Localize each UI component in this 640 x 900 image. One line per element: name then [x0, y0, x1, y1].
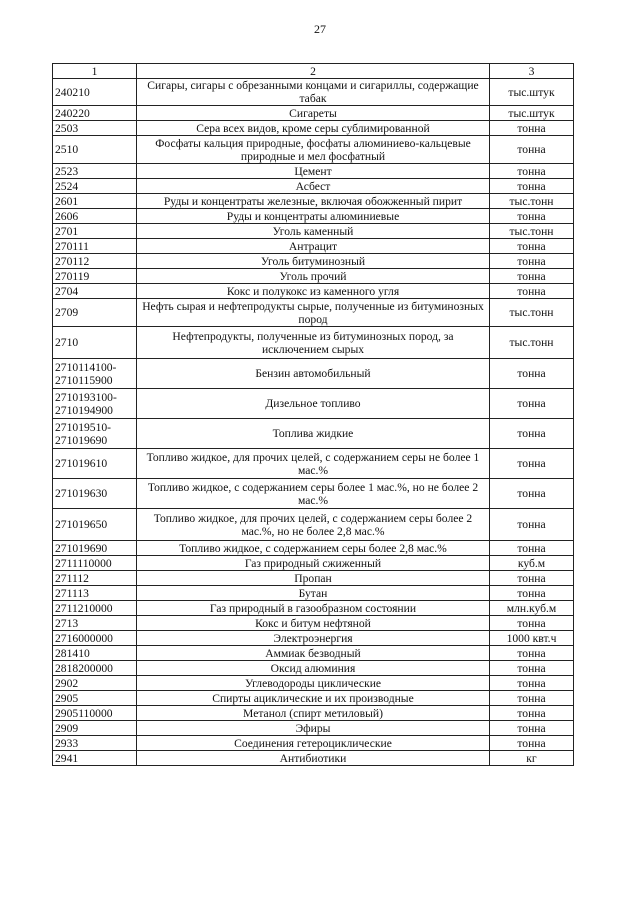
- row-name: Пропан: [137, 571, 490, 586]
- table-row: [53, 194, 574, 209]
- row-code: 271113: [53, 586, 137, 601]
- row-code: 2902: [53, 676, 137, 691]
- row-name: Цемент: [137, 164, 490, 179]
- row-unit: тонна: [490, 571, 574, 586]
- row-code: 271019630: [53, 479, 137, 509]
- page-number: 27: [314, 22, 326, 36]
- table-row: [53, 121, 574, 136]
- row-unit: тонна: [490, 359, 574, 389]
- row-unit: кг: [490, 751, 574, 766]
- row-code: 2711210000: [53, 601, 137, 616]
- table-row: [53, 706, 574, 721]
- table-row: [53, 556, 574, 571]
- row-code: 2713: [53, 616, 137, 631]
- table-row: [53, 449, 574, 479]
- table-header-row: [53, 64, 574, 79]
- row-name: Уголь прочий: [137, 269, 490, 284]
- row-name: Руды и концентраты железные, включая обожженный пирит: [137, 194, 490, 209]
- table-row: [53, 631, 574, 646]
- table-row: [53, 209, 574, 224]
- row-name: Топливо жидкое, с содержанием серы более 2,8 мас.%: [137, 541, 490, 556]
- column-header-unit: 3: [490, 64, 574, 79]
- row-name: Сигареты: [137, 106, 490, 121]
- row-code: 2710193100-2710194900: [53, 389, 137, 419]
- table-row: [53, 751, 574, 766]
- table-row: [53, 164, 574, 179]
- row-name: Углеводороды циклические: [137, 676, 490, 691]
- table-row: [53, 479, 574, 509]
- row-code: 271019690: [53, 541, 137, 556]
- row-unit: тыс.штук: [490, 79, 574, 106]
- row-code: 271112: [53, 571, 137, 586]
- table-row: [53, 736, 574, 751]
- row-code: 2704: [53, 284, 137, 299]
- row-name: Соединения гетероциклические: [137, 736, 490, 751]
- table-row: [53, 541, 574, 556]
- table-row: [53, 106, 574, 121]
- row-code: 2606: [53, 209, 137, 224]
- row-code: 270111: [53, 239, 137, 254]
- row-code: 2905110000: [53, 706, 137, 721]
- row-code: 270119: [53, 269, 137, 284]
- row-name: Электроэнергия: [137, 631, 490, 646]
- row-name: Нефтепродукты, полученные из битуминозных пород, за исключением сырых: [137, 327, 490, 359]
- row-code: 2503: [53, 121, 137, 136]
- row-name: Спирты ациклические и их производные: [137, 691, 490, 706]
- row-unit: тонна: [490, 449, 574, 479]
- row-unit: тонна: [490, 509, 574, 541]
- row-code: 2711110000: [53, 556, 137, 571]
- table-row: [53, 327, 574, 359]
- row-unit: тонна: [490, 661, 574, 676]
- row-name: Топливо жидкое, для прочих целей, с содержанием серы не более 1 мас.%: [137, 449, 490, 479]
- row-unit: тонна: [490, 284, 574, 299]
- table-row: [53, 676, 574, 691]
- table-row: [53, 299, 574, 327]
- table-row: [53, 601, 574, 616]
- column-header-name: 2: [137, 64, 490, 79]
- row-code: 240210: [53, 79, 137, 106]
- row-unit: тонна: [490, 586, 574, 601]
- table-row: [53, 254, 574, 269]
- row-unit: куб.м: [490, 556, 574, 571]
- row-name: Эфиры: [137, 721, 490, 736]
- row-name: Кокс и битум нефтяной: [137, 616, 490, 631]
- row-code: 271019510-271019690: [53, 419, 137, 449]
- row-unit: тонна: [490, 269, 574, 284]
- table-row: [53, 359, 574, 389]
- row-name: Сера всех видов, кроме серы сублимированной: [137, 121, 490, 136]
- row-name: Антрацит: [137, 239, 490, 254]
- row-name: Топливо жидкое, для прочих целей, с содержанием серы более 2 мас.%, но не более 2,8 мас.%: [137, 509, 490, 541]
- column-header-code: 1: [53, 64, 137, 79]
- row-code: 2941: [53, 751, 137, 766]
- row-name: Топлива жидкие: [137, 419, 490, 449]
- table-body: [53, 79, 574, 766]
- table-row: [53, 269, 574, 284]
- table-row: [53, 509, 574, 541]
- row-name: Руды и концентраты алюминиевые: [137, 209, 490, 224]
- table-row: [53, 136, 574, 164]
- row-code: 2510: [53, 136, 137, 164]
- row-name: Фосфаты кальция природные, фосфаты алюминиево-кальцевые природные и мел фосфатный: [137, 136, 490, 164]
- row-code: 2716000000: [53, 631, 137, 646]
- row-code: 2818200000: [53, 661, 137, 676]
- row-code: 2523: [53, 164, 137, 179]
- row-code: 2601: [53, 194, 137, 209]
- row-name: Оксид алюминия: [137, 661, 490, 676]
- row-name: Газ природный сжиженный: [137, 556, 490, 571]
- row-unit: тонна: [490, 179, 574, 194]
- row-name: Дизельное топливо: [137, 389, 490, 419]
- row-code: 270112: [53, 254, 137, 269]
- row-unit: тыс.тонн: [490, 299, 574, 327]
- row-unit: тонна: [490, 164, 574, 179]
- row-name: Уголь битуминозный: [137, 254, 490, 269]
- table-row: [53, 586, 574, 601]
- row-name: Кокс и полукокс из каменного угля: [137, 284, 490, 299]
- row-code: 2709: [53, 299, 137, 327]
- row-code: 271019610: [53, 449, 137, 479]
- row-unit: тонна: [490, 479, 574, 509]
- row-name: Асбест: [137, 179, 490, 194]
- row-unit: тонна: [490, 676, 574, 691]
- row-name: Сигары, сигары с обрезанными концами и сигариллы, содержащие табак: [137, 79, 490, 106]
- row-unit: тонна: [490, 721, 574, 736]
- row-code: 281410: [53, 646, 137, 661]
- row-name: Топливо жидкое, с содержанием серы более 1 мас.%, но не более 2 мас.%: [137, 479, 490, 509]
- row-unit: тонна: [490, 706, 574, 721]
- table-row: [53, 691, 574, 706]
- row-unit: тонна: [490, 121, 574, 136]
- row-code: 271019650: [53, 509, 137, 541]
- table-row: [53, 389, 574, 419]
- row-name: Уголь каменный: [137, 224, 490, 239]
- row-unit: тыс.тонн: [490, 327, 574, 359]
- row-unit: 1000 квт.ч: [490, 631, 574, 646]
- row-unit: тонна: [490, 541, 574, 556]
- row-name: Нефть сырая и нефтепродукты сырые, полученные из битуминозных пород: [137, 299, 490, 327]
- row-name: Антибиотики: [137, 751, 490, 766]
- row-unit: млн.куб.м: [490, 601, 574, 616]
- row-unit: тонна: [490, 209, 574, 224]
- table-row: [53, 661, 574, 676]
- table-row: [53, 419, 574, 449]
- row-unit: тонна: [490, 254, 574, 269]
- row-unit: тонна: [490, 239, 574, 254]
- row-unit: тонна: [490, 419, 574, 449]
- row-unit: тонна: [490, 736, 574, 751]
- row-code: 2701: [53, 224, 137, 239]
- table-row: [53, 79, 574, 106]
- row-code: 2909: [53, 721, 137, 736]
- row-unit: тонна: [490, 646, 574, 661]
- table-row: [53, 224, 574, 239]
- table-row: [53, 239, 574, 254]
- table-row: [53, 284, 574, 299]
- row-code: 2710: [53, 327, 137, 359]
- table-row: [53, 721, 574, 736]
- row-code: 2524: [53, 179, 137, 194]
- row-name: Бутан: [137, 586, 490, 601]
- row-unit: тыс.тонн: [490, 194, 574, 209]
- row-unit: тыс.штук: [490, 106, 574, 121]
- table-row: [53, 571, 574, 586]
- row-name: Аммиак безводный: [137, 646, 490, 661]
- row-unit: тонна: [490, 389, 574, 419]
- row-unit: тонна: [490, 616, 574, 631]
- row-unit: тонна: [490, 136, 574, 164]
- table-row: [53, 179, 574, 194]
- row-code: 240220: [53, 106, 137, 121]
- commodity-table: [52, 63, 574, 766]
- row-unit: тонна: [490, 691, 574, 706]
- row-name: Метанол (спирт метиловый): [137, 706, 490, 721]
- row-code: 2710114100-2710115900: [53, 359, 137, 389]
- table-row: [53, 616, 574, 631]
- row-code: 2933: [53, 736, 137, 751]
- row-code: 2905: [53, 691, 137, 706]
- row-name: Бензин автомобильный: [137, 359, 490, 389]
- row-name: Газ природный в газообразном состоянии: [137, 601, 490, 616]
- table-row: [53, 646, 574, 661]
- row-unit: тыс.тонн: [490, 224, 574, 239]
